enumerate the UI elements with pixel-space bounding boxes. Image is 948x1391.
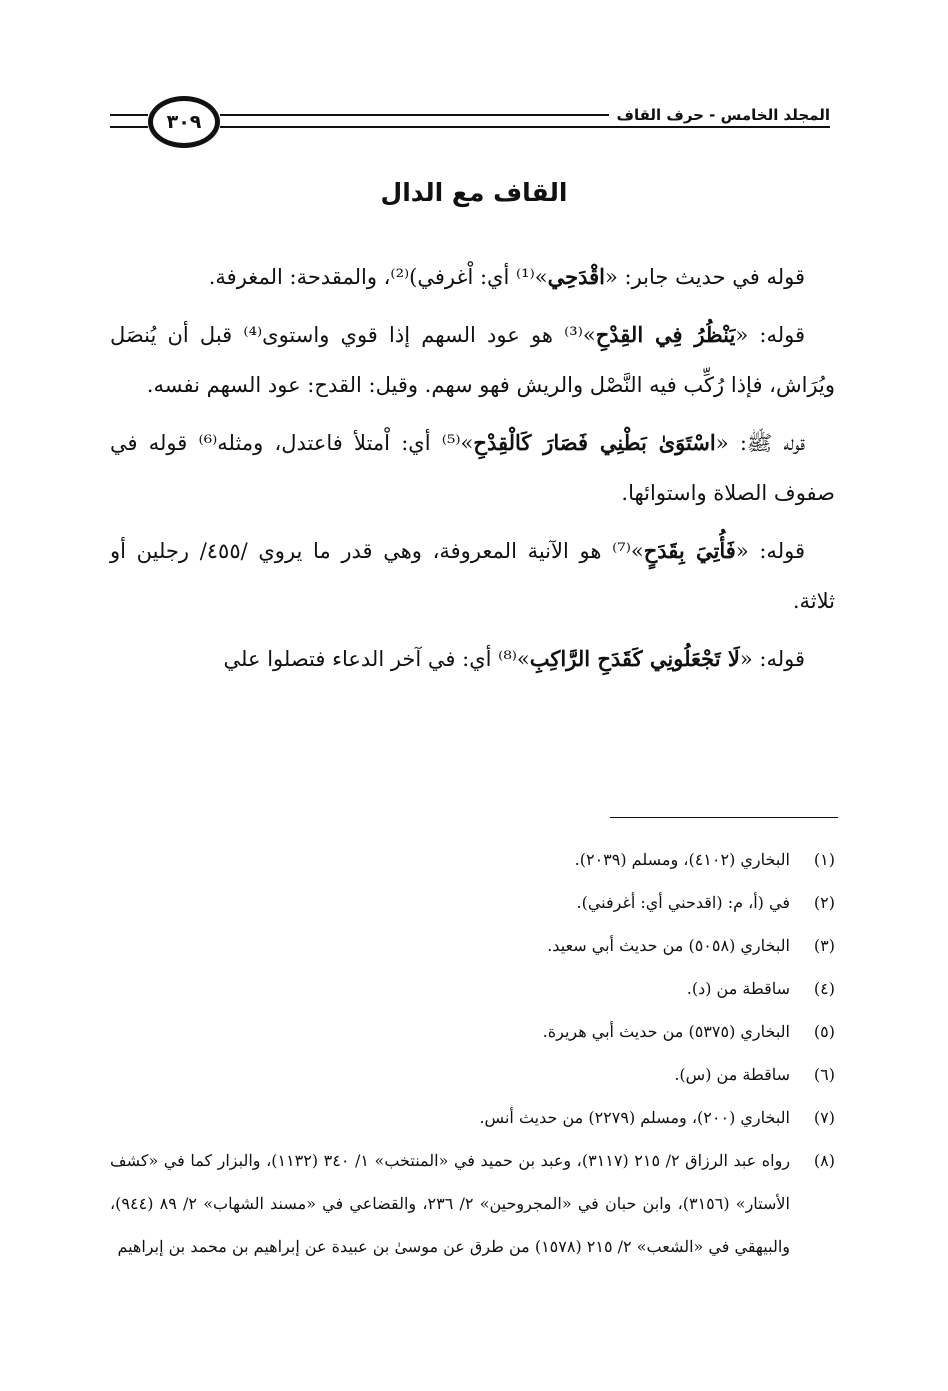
paragraph-text: هو الآنية المعروفة، وهي قدر ما يروي /٤٥٥/ رجلين أو ثلاثة. — [110, 539, 835, 613]
footnote-number: (٨) — [813, 1151, 835, 1170]
footnote-number: (٣) — [813, 936, 835, 955]
footnote — [110, 967, 835, 1010]
footnote — [110, 1096, 835, 1139]
footnote-text: ساقطة من (د). — [686, 979, 790, 998]
footnote-ref: »⁽⁷⁾ — [612, 539, 644, 563]
footnote-ref: »⁽¹⁾ — [516, 265, 548, 289]
footnote-number: (٧) — [813, 1108, 835, 1127]
paragraph — [110, 252, 835, 302]
footnote-text: البخاري (٢٠٠)، ومسلم (٢٢٧٩) من حديث أنس. — [479, 1108, 790, 1127]
footnote-text: ساقطة من (س). — [674, 1065, 790, 1084]
hadith-term: يَنْظُرُ فِي القِدْحِ — [595, 322, 736, 347]
paragraph-text: أي: في آخر الدعاء فتصلوا علي — [223, 647, 499, 671]
hadith-term: فَأُتِيَ بِقَدَحٍ — [643, 538, 736, 563]
footnotes — [110, 838, 835, 1268]
footnote — [110, 1010, 835, 1053]
footnote — [110, 838, 835, 881]
footnote-text: رواه عبد الرزاق ٢/ ٢١٥ (٣١١٧)، وعبد بن حميد في «المنتخب» ١/ ٣٤٠ (١١٣٢)، والبزار كما في «كشف الأستار» (٣١٥٦)، وابن حبان في «المجروحين» ٢/ ٢٣٦، والقضاعي في «مسند الشهاب» ٢/ ٨٩ (٩٤٤)، والبيهقي في «الشعب» ٢/ ٢١٥ (١٥٧٨) من طرق عن موسىٰ بن عبيدة عن إبراهيم بن محمد بن إبراهيم — [110, 1151, 791, 1256]
main-text — [110, 252, 835, 692]
footnote — [110, 1053, 835, 1096]
footnote-ref: »⁽⁸⁾ — [498, 647, 530, 671]
paragraph-lead: قوله ﷺ: « — [715, 431, 805, 455]
footnote-number: (١) — [813, 850, 835, 869]
footnote-number: (٥) — [813, 1022, 835, 1041]
footnote-text: البخاري (٤١٠٢)، ومسلم (٢٠٣٩). — [574, 850, 790, 869]
footnote — [110, 881, 835, 924]
hadith-term: اقْدَحِي — [547, 264, 605, 289]
paragraph — [110, 310, 835, 410]
page-header — [110, 92, 830, 152]
hadith-term: اسْتَوَىٰ بَطْنِي فَصَارَ كَالْقِدْحِ — [473, 430, 716, 455]
footnote-number: (٦) — [813, 1065, 835, 1084]
paragraph — [110, 418, 835, 518]
paragraph-lead: قوله: « — [735, 323, 806, 347]
paragraph — [110, 526, 835, 626]
footnote-ref: »⁽³⁾ — [564, 323, 596, 347]
footnote-text: البخاري (٥٣٧٥) من حديث أبي هريرة. — [542, 1022, 790, 1041]
header-rule-left-top — [110, 114, 148, 116]
header-rule-left-bottom — [110, 126, 148, 128]
paragraph-lead: قوله: « — [739, 647, 805, 671]
footnote — [110, 1139, 835, 1268]
footnote — [110, 924, 835, 967]
footnote-separator — [610, 817, 838, 818]
hadith-term: لَا تَجْعَلُونِي كَقَدَحِ الرَّاكِبِ — [529, 646, 740, 671]
paragraph-lead: قوله: « — [735, 539, 805, 563]
running-title: المجلد الخامس - حرف القاف — [609, 106, 830, 124]
paragraph-text: أي: اْغرفي)⁽²⁾، والمقدحة: المغرفة. — [208, 265, 516, 289]
footnote-number: (٢) — [813, 893, 835, 912]
footnote-text: البخاري (٥٠٥٨) من حديث أبي سعيد. — [547, 936, 790, 955]
paragraph — [110, 634, 835, 684]
page-number: ٣٠٩ — [148, 96, 220, 148]
paragraph-text: أي: اْمتلأ فاعتدل، ومثله⁽⁶⁾ قوله في صفوف الصلاة واستوائها. — [110, 431, 835, 505]
footnote-text: في (أ، م: (اقدحني أي: أغرفني). — [576, 893, 790, 912]
paragraph-lead: قوله في حديث جابر: « — [605, 265, 805, 289]
header-rule-bottom — [220, 126, 830, 128]
paragraph-text: هو عود السهم إذا قوي واستوى⁽⁴⁾ قبل أن يُنصَل ويُرَاش، فإذا رُكِّب فيه النَّصْل والريش فهو سهم. وقيل: القدح: عود السهم نفسه. — [110, 323, 835, 397]
footnote-ref: »⁽⁵⁾ — [441, 431, 474, 455]
section-title: القاف مع الدال — [380, 178, 568, 207]
footnote-number: (٤) — [813, 979, 835, 998]
